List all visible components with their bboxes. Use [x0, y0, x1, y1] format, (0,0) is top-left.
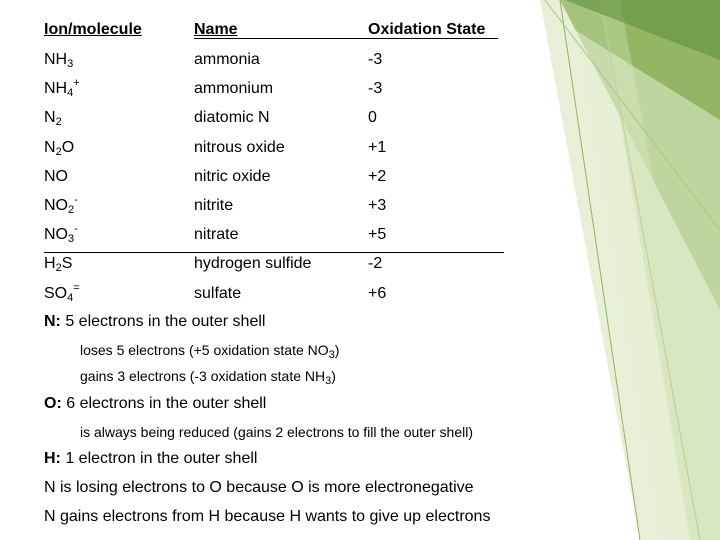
table-row-oxidation-state: -3: [368, 51, 383, 68]
note-n-loses: [80, 340, 339, 360]
formula-base: NH: [44, 51, 68, 68]
table-row-name: nitrite: [194, 197, 234, 214]
formula-charge: =: [73, 282, 80, 294]
formula-tail: S: [61, 255, 73, 272]
table-row-oxidation-state: -2: [368, 255, 383, 272]
header-oxidation-state: Oxidation State: [368, 21, 486, 38]
formula-base: NO: [44, 226, 68, 243]
table-row-name: nitric oxide: [194, 168, 271, 185]
formula-base: NH: [44, 80, 68, 97]
formula-subscript: 3: [67, 58, 74, 70]
table-row-name: ammonium: [194, 80, 274, 97]
table-row-formula: [44, 254, 72, 274]
formula-subscript: 2: [55, 262, 62, 274]
formula-base: SO: [44, 285, 68, 302]
table-row-name: sulfate: [194, 285, 242, 302]
table-row-name: ammonia: [194, 51, 260, 68]
table-row-formula: [44, 79, 80, 99]
header-name: Name: [194, 21, 238, 38]
formula-base: NO: [44, 168, 68, 185]
table-row-formula: [44, 284, 80, 304]
note-h-shell: [44, 449, 257, 469]
note-n-loses-sub: 3: [328, 349, 335, 361]
table-row-formula: [44, 167, 68, 187]
header-ion-molecule: Ion/molecule: [44, 21, 142, 38]
note-n-loses-text: loses 5 electrons (+5 oxidation state NO: [80, 342, 329, 358]
formula-charge: -: [74, 194, 78, 206]
table-row-formula: [44, 108, 62, 128]
table-row-oxidation-state: +5: [368, 226, 387, 243]
table-row-formula: [44, 225, 78, 245]
table-row-formula: [44, 196, 78, 216]
table-row-name: diatomic N: [194, 109, 270, 126]
note-n-gains: [80, 366, 336, 386]
formula-base: NO: [44, 197, 68, 214]
formula-subscript: 2: [55, 116, 62, 128]
note-o-text: 6 electrons in the outer shell: [61, 395, 267, 412]
note-n-losing-line: N is losing electrons to O because O is more electronegative: [44, 479, 474, 496]
note-h-label: H:: [44, 450, 61, 467]
formula-subscript: 2: [68, 204, 75, 216]
formula-charge: +: [73, 77, 80, 89]
table-row-formula: [44, 138, 74, 158]
note-o-detail: is always being reduced (gains 2 electrons to fill the outer shell): [80, 424, 473, 440]
note-n-gains-sub: 3: [325, 375, 332, 387]
formula-base: H: [44, 255, 56, 272]
table-row-oxidation-state: +6: [368, 285, 387, 302]
table-row-name: nitrate: [194, 226, 239, 243]
note-n-gains-close: ): [331, 368, 336, 384]
note-n-gains-line: N gains electrons from H because H wants to give up electrons: [44, 508, 491, 525]
note-n-shell: [44, 312, 265, 332]
table-row-formula: [44, 50, 73, 70]
formula-subscript: 3: [68, 233, 75, 245]
table-row-oxidation-state: +3: [368, 197, 387, 214]
table-row-oxidation-state: +1: [368, 139, 387, 156]
formula-subscript: 2: [55, 146, 62, 158]
formula-charge: -: [74, 223, 78, 235]
note-h-text: 1 electron in the outer shell: [60, 450, 258, 467]
note-o-label: O:: [44, 395, 62, 412]
formula-subscript: 4: [67, 292, 74, 304]
note-n-label: N:: [44, 313, 61, 330]
table-row-oxidation-state: 0: [368, 109, 377, 126]
table-row-name: hydrogen sulfide: [194, 255, 312, 272]
table-row-oxidation-state: -3: [368, 80, 383, 97]
note-n-text: 5 electrons in the outer shell: [60, 313, 266, 330]
formula-subscript: 4: [67, 87, 74, 99]
note-n-loses-close: ): [334, 342, 340, 358]
table-divider: [44, 252, 504, 253]
formula-base: N: [44, 139, 56, 156]
table-row-oxidation-state: +2: [368, 168, 387, 185]
formula-tail: O: [61, 139, 75, 156]
note-o-shell: [44, 394, 266, 414]
table-row-name: nitrous oxide: [194, 139, 285, 156]
note-n-gains-text: gains 3 electrons (-3 oxidation state NH: [80, 368, 326, 384]
formula-base: N: [44, 109, 56, 126]
header-underline: [194, 38, 498, 39]
